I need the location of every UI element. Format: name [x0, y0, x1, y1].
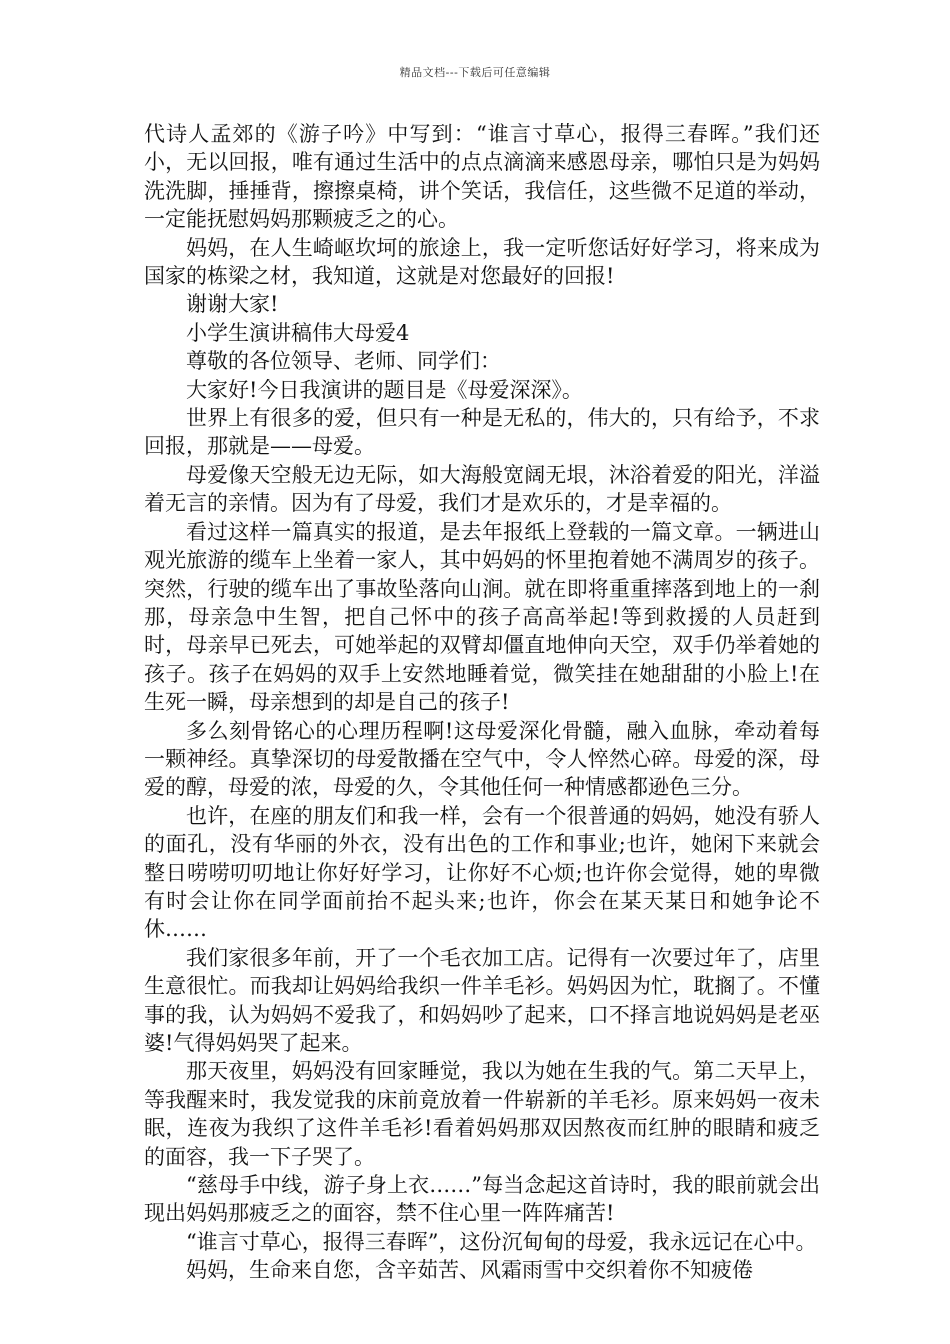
paragraph: 那天夜里，妈妈没有回家睡觉，我以为她在生我的气。第二天早上，等我醒来时，我发觉我的床前竟放着一件崭新的羊毛衫。原来妈妈一夜未眠，连夜为我织了这件羊毛衫!看着妈妈那双因熬夜而红肿的眼睛和疲乏的面容，我一下子哭了。 [144, 1059, 820, 1169]
section-title: 小学生演讲稿伟大母爱4 [186, 320, 410, 345]
paragraph: 我们家很多年前，开了一个毛衣加工店。记得有一次要过年了，店里生意很忙。而我却让妈妈给我织一件羊毛衫。妈妈因为忙，耽搁了。不懂事的我，认为妈妈不爱我了，和妈妈吵了起来，口不择言地说妈妈是老巫婆!气得妈妈哭了起来。 [144, 945, 820, 1055]
page-header: 精品文档---下载后可任意编辑 [399, 66, 551, 79]
salutation: 尊敬的各位领导、老师、同学们： [186, 349, 501, 374]
paragraph: 谢谢大家! [186, 292, 279, 317]
document-body [144, 120, 820, 1285]
paragraph: 世界上有很多的爱，但只有一种是无私的，伟大的，只有给予，不求回报，那就是——母爱。 [144, 406, 820, 459]
paragraph: 母爱像天空般无边无际，如大海般宽阔无垠，沐浴着爱的阳光，洋溢着无言的亲情。因为有了母爱，我们才是欢乐的，才是幸福的。 [144, 462, 820, 516]
paragraph: 妈妈，在人生崎岖坎坷的旅途上，我一定听您话好好学习，将来成为国家的栋梁之材，我知道，这就是对您最好的回报! [144, 235, 820, 289]
paragraph: 大家好!今日我演讲的题目是《母爱深深》。 [186, 377, 583, 402]
paragraph: 也许，在座的朋友们和我一样，会有一个很普通的妈妈，她没有骄人的面孔，没有华丽的外衣，没有出色的工作和事业;也许，她闲下来就会整日唠唠叨叨地让你好好学习，让你好不心烦;也许你会觉得，她的卑微有时会让你在同学面前抬不起头来;也许，你会在某天某日和她争论不休…… [144, 803, 820, 942]
paragraph: 代诗人孟郊的《游子吟》中写到：“谁言寸草心，报得三春晖。”我们还小，无以回报，唯有通过生活中的点点滴滴来感恩母亲，哪怕只是为妈妈洗洗脚，捶捶背，擦擦桌椅，讲个笑话，我信任，这些微不足道的举动，一定能抚慰妈妈那颗疲乏之的心。 [144, 122, 820, 232]
paragraph: 看过这样一篇真实的报道，是去年报纸上登载的一篇文章。一辆进山观光旅游的缆车上坐着一家人，其中妈妈的怀里抱着她不满周岁的孩子。突然，行驶的缆车出了事故坠落向山涧。就在即将重重摔落到地上的一刹那，母亲急中生智，把自己怀中的孩子高高举起!等到救援的人员赶到时，母亲早已死去，可她举起的双臂却僵直地伸向天空，双手仍举着她的孩子。孩子在妈妈的双手上安然地睡着觉，微笑挂在她甜甜的小脸上!在生死一瞬，母亲想到的却是自己的孩子! [144, 519, 820, 715]
paragraph: 妈妈，生命来自您，含辛茹苦、风霜雨雪中交织着你不知疲倦 [186, 1258, 753, 1283]
paragraph: “慈母手中线，游子身上衣……”每当念起这首诗时，我的眼前就会出现出妈妈那疲乏之的面容，禁不住心里一阵阵痛苦! [144, 1173, 820, 1226]
paragraph: “谁言寸草心，报得三春晖”，这份沉甸甸的母爱，我永远记在心中。 [186, 1229, 817, 1254]
paragraph: 多么刻骨铭心的心理历程啊!这母爱深化骨髓，融入血脉，牵动着每一颗神经。真挚深切的母爱散播在空气中，令人悴然心碎。母爱的深，母爱的醇，母爱的浓，母爱的久，令其他任何一种情感都逊色三分。 [144, 718, 820, 800]
